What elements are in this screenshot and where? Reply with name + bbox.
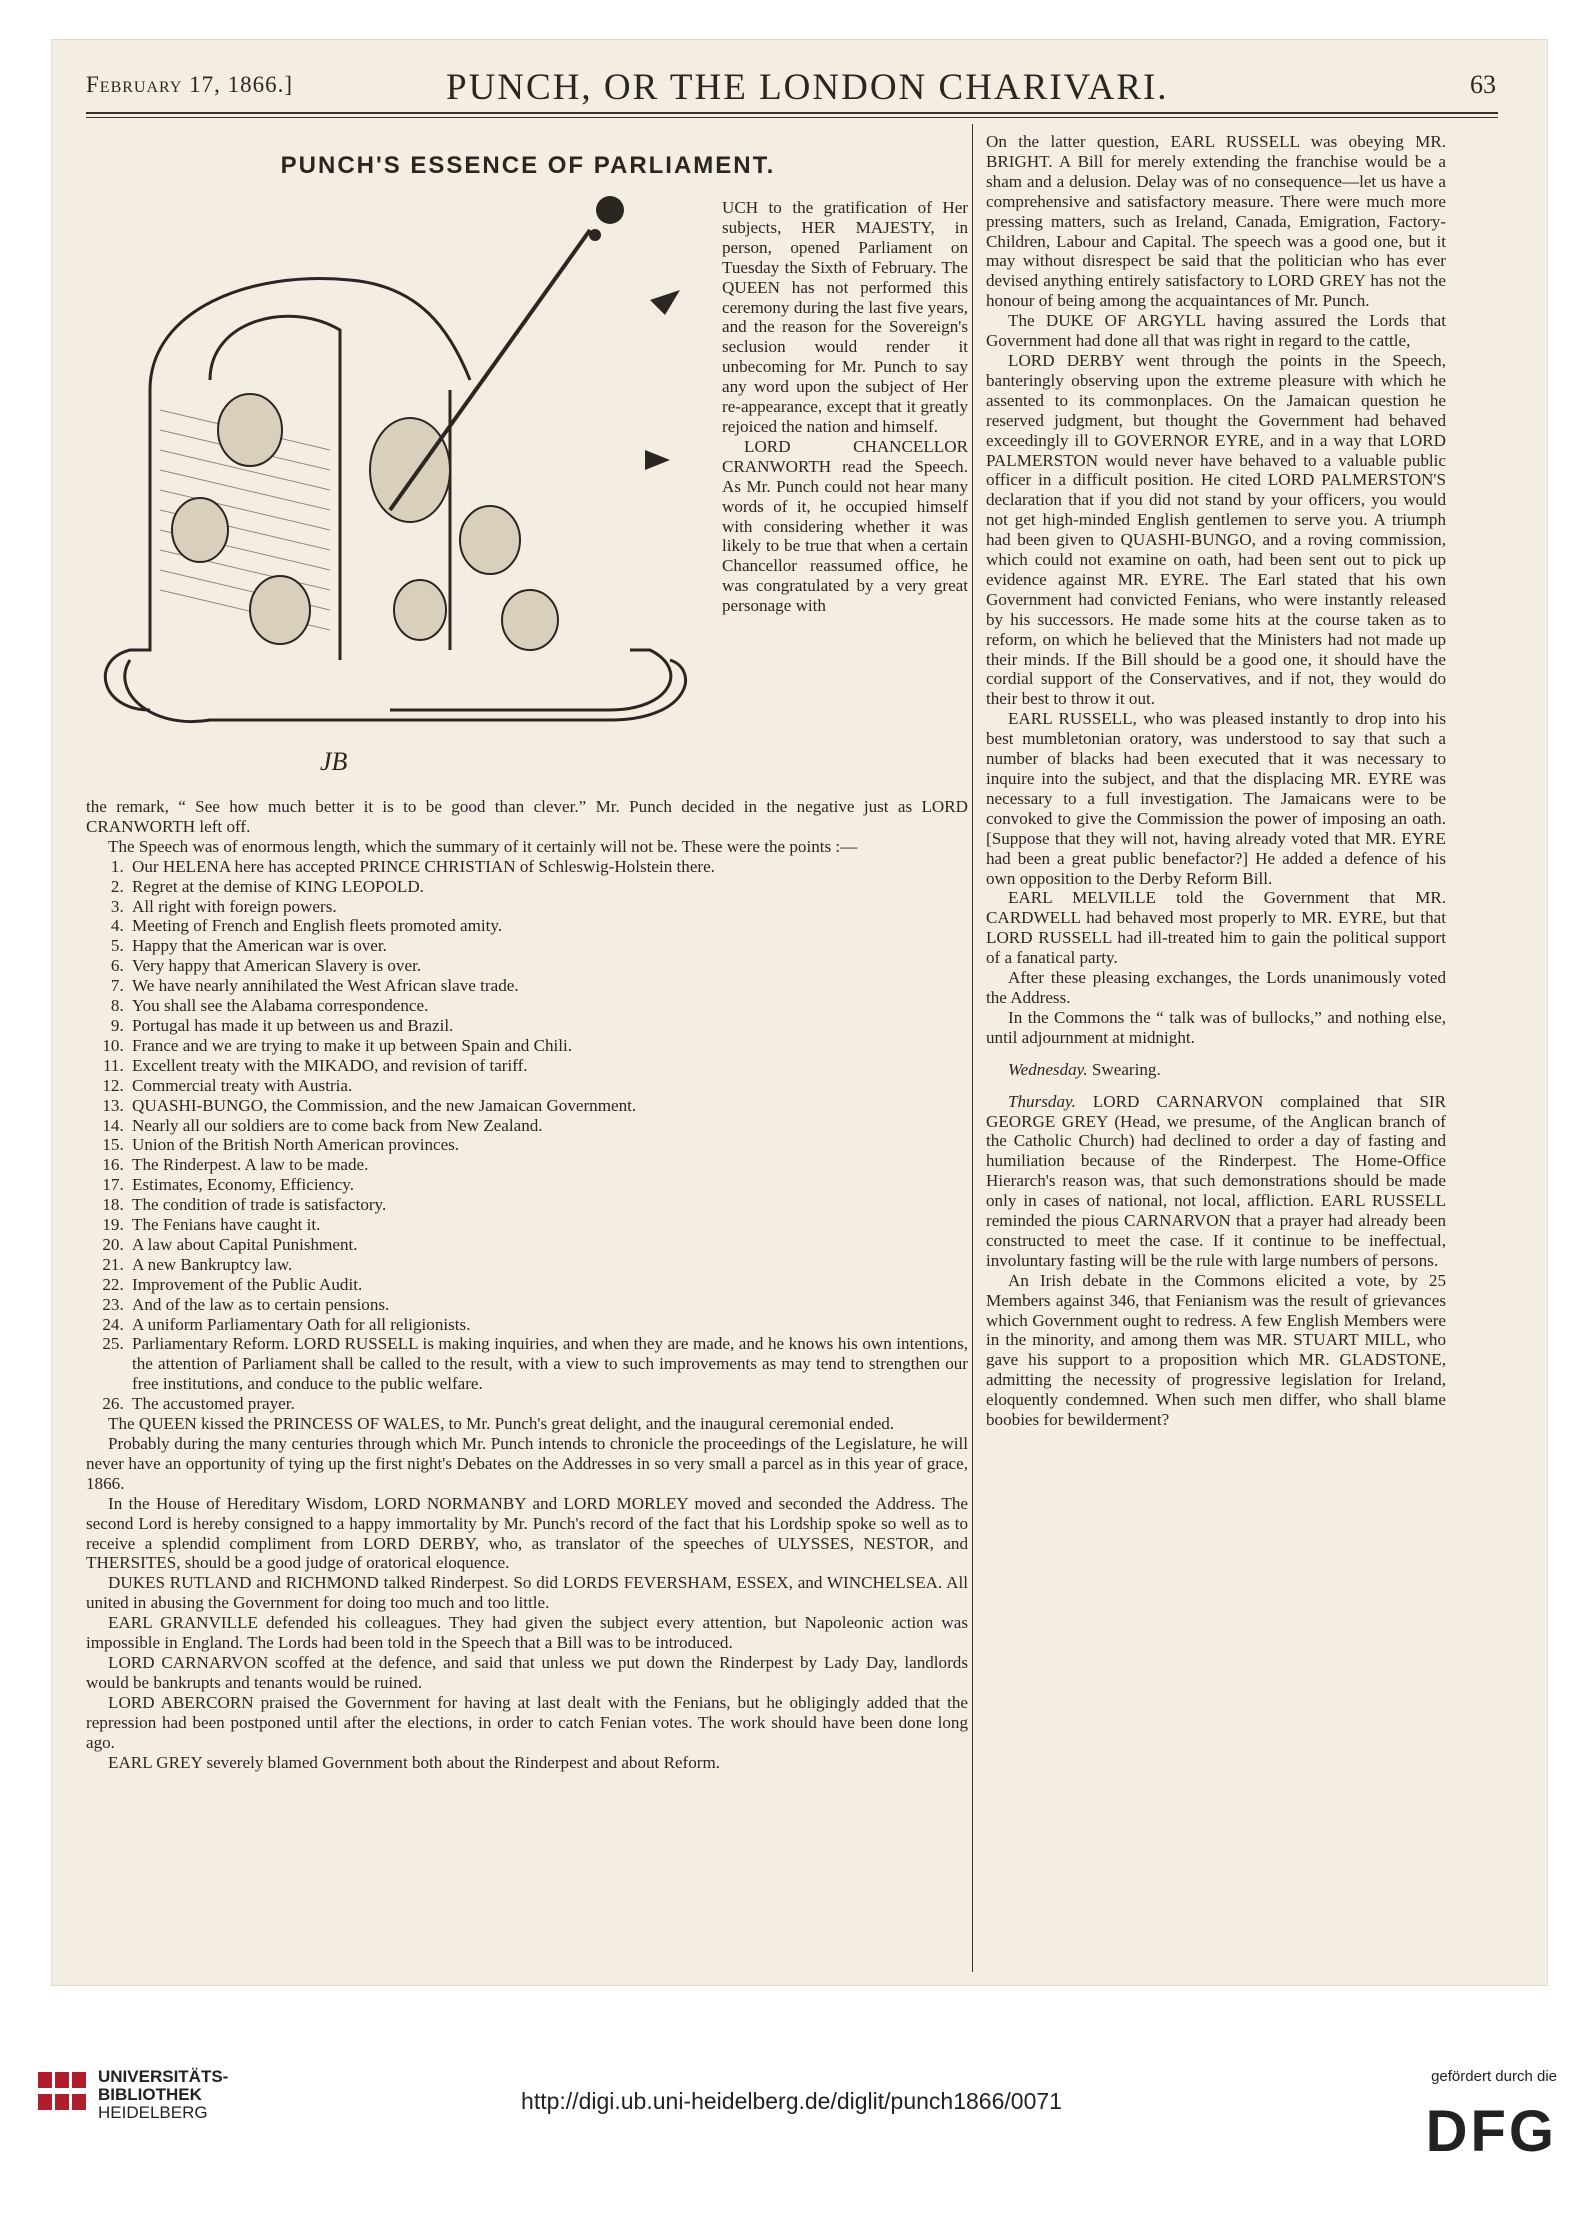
header-rule (86, 112, 1498, 114)
list-item: 9. Portugal has made it up between us and Brazil. (128, 1016, 968, 1036)
column-divider (972, 124, 973, 1972)
list-item: 14. Nearly all our soldiers are to come back from New Zealand. (128, 1116, 968, 1136)
page-number: 63 (1470, 70, 1496, 99)
list-item: 17. Estimates, Economy, Efficiency. (128, 1175, 968, 1195)
list-item: 5. Happy that the American war is over. (128, 936, 968, 956)
body-paragraph: An Irish debate in the Commons elicited a vote, by 25 Members against 346, that Fenianism was the result of grievances which Government ought to redress. A few English Members were in the minority, and among them was MR. STUART MILL, who gave his support to a proposition which MR. GLADSTONE, admitting the necessity of progressive legislation for Ireland, eloquently condemned. When such men differ, who shall blame boobies for bewilderment? (986, 1270, 1446, 1430)
thursday-text: LORD CARNARVON complained that SIR GEORGE GREY (Head, we presume, of the Anglican branch of the Catholic Church) had declined to order a day of fasting and humiliation because of the Rinderpest. The Home-Office Hierarch's reason was, that such demonstrations should be made only in cases of national, not local, affliction. EARL RUSSELL reminded the pious CARNARVON that a prayer had already been constructed to meet the case. If it continue to be ineffectual, involuntary fasting will be the rule with large numbers of persons. (986, 1091, 1446, 1270)
list-item: 13. QUASHI-BUNGO, the Commission, and the new Jamaican Government. (128, 1096, 968, 1116)
list-item: 10. France and we are trying to make it up between Spain and Chili. (128, 1036, 968, 1056)
body-paragraph: After these pleasing exchanges, the Lords unanimously voted the Address. (986, 968, 1446, 1007)
list-item: 20. A law about Capital Punishment. (128, 1235, 968, 1255)
header-date: February 17, 1866.] (86, 72, 294, 97)
page-header (86, 66, 1496, 110)
header-rule-thin (86, 117, 1498, 118)
list-item: 23. And of the law as to certain pensions. (128, 1295, 968, 1315)
list-item: 3. All right with foreign powers. (128, 897, 968, 917)
list-item: 21. A new Bankruptcy law. (128, 1255, 968, 1275)
list-item: 15. Union of the British North American provinces. (128, 1135, 968, 1155)
digitization-footer (0, 2040, 1583, 2219)
list-item: 18. The condition of trade is satisfactory. (128, 1195, 968, 1215)
lead-text (722, 198, 968, 616)
body-paragraph: LORD ABERCORN praised the Government for having at last dealt with the Fenians, but he obligingly added that the repression had been postponed until after the elections, in order to catch Fenian votes. The work should have been done long ago. (86, 1692, 968, 1752)
list-item: 19. The Fenians have caught it. (128, 1215, 968, 1235)
list-item: 2. Regret at the demise of KING LEOPOLD. (128, 877, 968, 897)
body-paragraph: In the House of Hereditary Wisdom, LORD NORMANBY and LORD MORLEY moved and seconded the Address. The second Lord is hereby consigned to a happy immortality by Mr. Punch's record of the fact that his Lordship spoke so well as to receive a splendid compliment from LORD DERBY, who, as translator of the speeches of ULYSSES, NESTOR, and THERSITES, should be a good judge of oratorical eloquence. (86, 1493, 968, 1573)
source-url-link[interactable]: http://digi.ub.uni-heidelberg.de/diglit/punch1866/0071 (521, 2088, 1062, 2114)
library-line: HEIDELBERG (98, 2103, 208, 2122)
funding-caption: gefördert durch die (1431, 2068, 1557, 2085)
left-column-body (86, 797, 968, 1772)
library-line: UNIVERSITÄTS- (98, 2067, 229, 2086)
list-item: 6. Very happy that American Slavery is over. (128, 956, 968, 976)
body-paragraph: Probably during the many centuries through which Mr. Punch intends to chronicle the proceedings of the Legislature, he will never have an opportunity of tying up the first night's Debates on the Addresses in so very small a parcel as in this year of grace, 1866. (86, 1434, 968, 1493)
library-line: BIBLIOTHEK (98, 2085, 202, 2104)
body-paragraph: LORD DERBY went through the points in the Speech, banteringly observing upon the extreme pleasure with which he assented to its commonplaces. On the Jamaican question he reserved judgment, but thought the Government had behaved exceedingly ill to GOVERNOR EYRE, and in a way that LORD PALMERSTON would never have behaved to a valuable public officer in a difficult position. He cited LORD PALMERSTON'S declaration that if you did not stand by your officers, you would not get high-minded English gentlemen to serve you. A triumph had been given to QUASHI-BUNGO, and a roving commission, which could not examine on oath, had been sent out to pick up evidence against MR. EYRE. The Earl stated that his own Government had convicted Fenians, who were instantly released by his successors. He made some hits at the course taken as to reform, on which he believed that the Ministers had not made up their minds. If the Bill should be a good one, it should have the cordial support of the Conservatives, and if not, they would do their best to throw it out. (986, 350, 1446, 709)
body-paragraph: EARL RUSSELL, who was pleased instantly to drop into his best mumbletonian oratory, was understood to say that such a number of blacks had been executed that it was necessary to inquire into the subject, and that the displacing MR. EYRE was necessary to a full investigation. The Jamaicans were to be convoked to give the Commission the power of imposing an oath. [Suppose that they will not, having already voted that MR. EYRE had been a great public benefactor?] He added a defence of his own opposition to the Derby Reform Bill. (986, 709, 1446, 888)
list-item: 1. Our HELENA here has accepted PRINCE CHRISTIAN of Schleswig-Holstein there. (128, 857, 968, 877)
list-item: 12. Commercial treaty with Austria. (128, 1076, 968, 1096)
list-item: 11. Excellent treaty with the MIKADO, and revision of tariff. (128, 1056, 968, 1076)
list-item: 25. Parliamentary Reform. LORD RUSSELL is making inquiries, and when they are made, and he knows his own intentions, the attention of Parliament shall be called to the result, with a view to such improvements as may tend to strengthen our free institutions, and conduce to the public welfare. (128, 1334, 968, 1394)
svg-text:JB: JB (320, 747, 348, 776)
speech-intro: The Speech was of enormous length, which the summary of it certainly will not be. These were the points :— (108, 836, 858, 856)
list-item: 26. The accustomed prayer. (128, 1394, 968, 1414)
article-title: PUNCH'S ESSENCE OF PARLIAMENT. (280, 152, 776, 179)
thursday-entry (986, 1092, 1446, 1271)
day-label: Thursday. (1008, 1091, 1076, 1111)
list-item: 4. Meeting of French and English fleets promoted amity. (128, 916, 968, 936)
list-item: 24. A uniform Parliamentary Oath for all religionists. (128, 1315, 968, 1335)
list-item: 16. The Rinderpest. A law to be made. (128, 1155, 968, 1175)
body-intro: the remark, “ See how much better it is to be good than clever.” Mr. Punch decided in the negative just as LORD CRANWORTH left off. (86, 797, 968, 836)
illustrated-initial-m (90, 190, 712, 790)
lead-paragraph-chancellor: LORD CHANCELLOR CRANWORTH read the Speech. As Mr. Punch could not hear many words of it, he occupied himself with considering whether it was likely to be true that when a certain Chancellor reassumed office, he was congratulated by a very great personage with (722, 436, 968, 616)
masthead-title: PUNCH, OR THE LONDON CHARIVARI. (446, 67, 1169, 108)
body-paragraph: On the latter question, EARL RUSSELL was obeying MR. BRIGHT. A Bill for merely extending the franchise would be a sham and a delusion. Delay was of no consequence—let us have a comprehensive and satisfactory measure. There were much more pressing matters, such as Ireland, Canada, Emigration, Factory-Children, Labour and Capital. The speech was a good one, but it may without disrespect be said that the politician who has ever devised anything entirely satisfactory to LORD GREY has not the honour of being among the acquaintances of Mr. Punch. (986, 132, 1446, 311)
dfg-logo: DFG (1425, 2099, 1557, 2164)
speech-points-list (86, 857, 968, 1414)
list-item: 22. Improvement of the Public Audit. (128, 1275, 968, 1295)
body-paragraph: In the Commons the “ talk was of bullocks,” and nothing else, until adjournment at midnight. (986, 1007, 1446, 1047)
wednesday-entry (986, 1060, 1446, 1080)
list-item: 8. You shall see the Alabama correspondence. (128, 996, 968, 1016)
body-paragraph: EARL GRANVILLE defended his colleagues. They had given the subject every attention, but Napoleonic action was impossible in England. The Lords had been told in the Speech that a Bill was to be introduced. (86, 1613, 968, 1653)
list-item: 7. We have nearly annihilated the West African slave trade. (128, 976, 968, 996)
body-paragraph: EARL MELVILLE told the Government that MR. CARDWELL had behaved most properly to MR. EYRE, but that LORD RUSSELL had ill-treated him to gain the political support of a fanatical party. (986, 888, 1446, 968)
wednesday-text: Swearing. (1091, 1059, 1161, 1079)
body-paragraph: DUKES RUTLAND and RICHMOND talked Rinderpest. So did LORDS FEVERSHAM, ESSEX, and WINCHELSEA. All united in abusing the Government for doing too much and too little. (86, 1573, 968, 1613)
right-column-body (986, 132, 1446, 1430)
body-paragraph: EARL GREY severely blamed Government both about the Rinderpest and about Reform. (108, 1752, 721, 1772)
lead-paragraph: UCH to the gratification of Her subjects, HER MAJESTY, in person, opened Parliament on Tuesday the Sixth of February. The QUEEN has not performed this ceremony during the last five years, and the reason for the Sovereign's seclusion would render it unbecoming for Mr. Punch to say any word upon the subject of Her re-appearance, except that it greatly rejoiced the nation and himself. (722, 198, 968, 436)
body-paragraph: The DUKE OF ARGYLL having assured the Lords that Government had done all that was right in regard to the cattle, (986, 311, 1446, 351)
body-paragraph: LORD CARNARVON scoffed at the defence, and said that unless we put down the Rinderpest by Lady Day, landlords would be bankrupts and tenants would be ruined. (86, 1652, 968, 1692)
day-label: Wednesday. (1008, 1059, 1088, 1079)
body-paragraph: The QUEEN kissed the PRINCESS OF WALES, to Mr. Punch's great delight, and the inaugural ceremonial ended. (108, 1414, 895, 1434)
